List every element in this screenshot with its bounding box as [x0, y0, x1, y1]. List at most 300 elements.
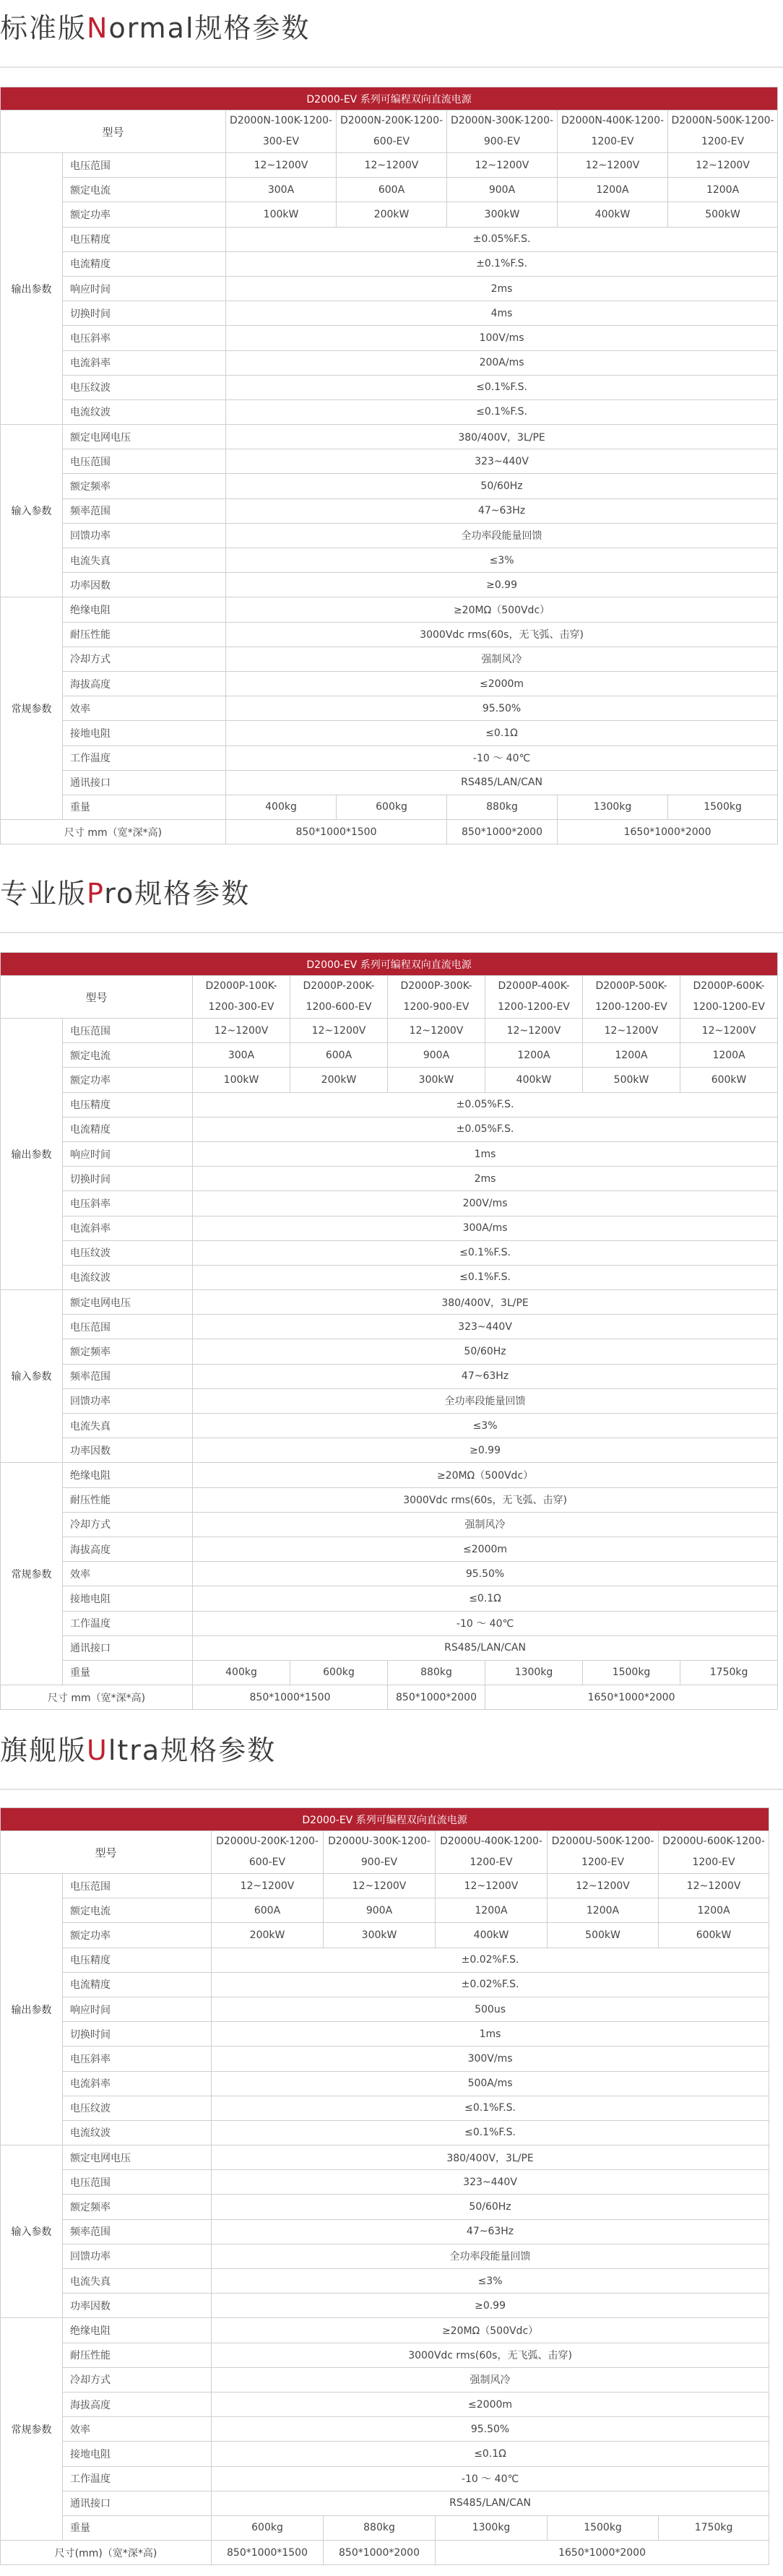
- param-value: 200kW: [212, 1923, 324, 1948]
- group-label: 常规参数: [1, 597, 63, 820]
- param-value: 50/60Hz: [193, 1339, 778, 1364]
- table-row: [1, 350, 778, 375]
- param-label: 海拔高度: [63, 2392, 212, 2416]
- param-label: 切换时间: [63, 1167, 193, 1191]
- section-title: [0, 871, 250, 911]
- param-value: 1200A: [680, 1043, 778, 1068]
- title-highlight: U: [87, 1734, 108, 1766]
- param-label: 电压纹波: [63, 375, 226, 399]
- param-value: ≥20MΩ（500Vdc）: [212, 2318, 769, 2343]
- param-value: 600kW: [659, 1923, 769, 1948]
- title-highlight: N: [87, 12, 109, 44]
- table-row: [1, 449, 778, 474]
- param-value: ≥20MΩ（500Vdc）: [226, 597, 778, 622]
- size-value: 850*1000*2000: [388, 1685, 485, 1710]
- table-row: [1, 1463, 778, 1487]
- table-row: [1, 1685, 778, 1710]
- param-value: ±0.05%F.S.: [193, 1092, 778, 1117]
- table-row: [1, 2343, 769, 2367]
- param-label: 工作温度: [63, 1611, 193, 1635]
- param-label: 额定频率: [63, 1339, 193, 1364]
- param-value: 12~1200V: [583, 1019, 680, 1043]
- table-row: [1, 375, 778, 399]
- table-row: [1, 1043, 778, 1068]
- param-label: 功率因数: [63, 573, 226, 597]
- title-text: 旗舰版: [0, 1734, 87, 1766]
- param-label: 响应时间: [63, 1141, 193, 1166]
- model-name: D2000U-400K-1200-1200-EV: [436, 1831, 548, 1874]
- table-row: [1, 326, 778, 350]
- param-label: 冷却方式: [63, 1512, 193, 1536]
- param-label: 电流斜率: [63, 1216, 193, 1240]
- param-label: 额定频率: [63, 2195, 212, 2219]
- table-row: [1, 2195, 769, 2219]
- param-value: 1ms: [193, 1141, 778, 1166]
- param-value: 2ms: [193, 1167, 778, 1191]
- model-name: D2000N-200K-1200-600-EV: [337, 111, 447, 153]
- title-text: 专业版: [0, 878, 87, 909]
- title-text: ro规格参数: [104, 878, 251, 909]
- param-label: 接地电阻: [63, 2442, 212, 2466]
- table-row: [1, 1611, 778, 1635]
- table-row: [1, 202, 778, 227]
- param-label: 电流纹波: [63, 2120, 212, 2145]
- param-value: ±0.02%F.S.: [212, 1972, 769, 1997]
- table-row: [1, 2269, 769, 2294]
- table-row: [1, 647, 778, 671]
- param-label: 电压精度: [63, 1948, 212, 1972]
- table-row: [1, 1512, 778, 1536]
- param-value: 900A: [388, 1043, 485, 1068]
- param-label: 额定电网电压: [63, 2145, 212, 2170]
- param-label: 回馈功率: [63, 2244, 212, 2268]
- table-row: [1, 2515, 769, 2540]
- table-row: [1, 2219, 769, 2244]
- size-value: 1650*1000*2000: [485, 1685, 778, 1710]
- param-value: ≤0.1%F.S.: [212, 2096, 769, 2120]
- model-label: 型号: [1, 1831, 212, 1874]
- table-row: [1, 425, 778, 449]
- param-value: 600kW: [680, 1068, 778, 1092]
- param-label: 功率因数: [63, 2294, 212, 2318]
- param-label: 额定功率: [63, 1923, 212, 1948]
- table-row: [1, 2318, 769, 2343]
- table-caption: D2000-EV 系列可编程双向直流电源: [1, 87, 778, 111]
- param-value: 900A: [447, 178, 558, 202]
- table-row: [1, 1117, 778, 1141]
- table-row: [1, 2491, 769, 2515]
- table-row: [1, 2120, 769, 2145]
- spec-table: [0, 1807, 769, 2565]
- spec-table: [0, 87, 778, 844]
- param-label: 接地电阻: [63, 1586, 193, 1611]
- param-value: ≤2000m: [193, 1536, 778, 1561]
- param-value: 900A: [324, 1898, 436, 1923]
- param-value: 50/60Hz: [212, 2195, 769, 2219]
- param-value: 300kW: [324, 1923, 436, 1948]
- param-label: 耐压性能: [63, 2343, 212, 2367]
- param-label: 接地电阻: [63, 721, 226, 745]
- param-label: 频率范围: [63, 2219, 212, 2244]
- table-row: [1, 671, 778, 696]
- table-row: [1, 770, 778, 795]
- param-label: 海拔高度: [63, 671, 226, 696]
- model-name: D2000P-600K-1200-1200-EV: [680, 976, 778, 1019]
- table-row: [1, 820, 778, 844]
- param-label: 额定电流: [63, 1043, 193, 1068]
- param-value: 323~440V: [212, 2170, 769, 2195]
- table-row: [1, 1948, 769, 1972]
- table-row: [1, 1265, 778, 1289]
- param-value: 12~1200V: [324, 1874, 436, 1898]
- param-value: 1200A: [485, 1043, 583, 1068]
- param-value: 12~1200V: [388, 1019, 485, 1043]
- param-value: 47~63Hz: [193, 1364, 778, 1388]
- table-row: [1, 1019, 778, 1043]
- param-label: 电流精度: [63, 1117, 193, 1141]
- param-value: ≤2000m: [226, 671, 778, 696]
- param-value: 1200A: [583, 1043, 680, 1068]
- param-value: 880kg: [447, 795, 558, 819]
- param-value: -10 ～ 40℃: [193, 1611, 778, 1635]
- model-name: D2000N-500K-1200-1200-EV: [668, 111, 778, 153]
- param-label: 绝缘电阻: [63, 1463, 193, 1487]
- param-label: 绝缘电阻: [63, 597, 226, 622]
- param-value: 400kW: [558, 202, 668, 227]
- param-value: 300kW: [447, 202, 558, 227]
- param-label: 频率范围: [63, 1364, 193, 1388]
- table-row: [1, 1240, 778, 1265]
- param-value: 500kW: [548, 1923, 659, 1948]
- table-row: [1, 721, 778, 745]
- size-value: 1650*1000*2000: [558, 820, 778, 844]
- table-row: [1, 2541, 769, 2565]
- param-value: 12~1200V: [680, 1019, 778, 1043]
- model-name: D2000U-300K-1200-900-EV: [324, 1831, 436, 1874]
- param-label: 电压范围: [63, 449, 226, 474]
- param-value: 200kW: [337, 202, 447, 227]
- param-label: 额定频率: [63, 474, 226, 498]
- param-value: 380/400V，3L/PE: [193, 1290, 778, 1315]
- param-value: 400kg: [193, 1660, 290, 1685]
- table-row: [1, 1562, 778, 1586]
- table-row: [1, 1141, 778, 1166]
- param-value: 1300kg: [436, 2515, 548, 2540]
- param-value: 4ms: [226, 301, 778, 326]
- model-name: D2000U-500K-1200-1200-EV: [548, 1831, 659, 1874]
- param-value: 全功率段能量回馈: [193, 1388, 778, 1413]
- param-label: 重量: [63, 2515, 212, 2540]
- param-value: 300A/ms: [193, 1216, 778, 1240]
- table-row: [1, 1438, 778, 1463]
- param-value: ≥0.99: [193, 1438, 778, 1463]
- param-value: 1750kg: [659, 2515, 769, 2540]
- group-label: 输出参数: [1, 1874, 63, 2145]
- param-value: 880kg: [324, 2515, 436, 2540]
- table-row: [1, 745, 778, 770]
- param-value: 323~440V: [193, 1315, 778, 1339]
- param-value: 600kg: [290, 1660, 388, 1685]
- title-text: ltra规格参数: [108, 1734, 277, 1766]
- model-name: D2000N-100K-1200-300-EV: [226, 111, 337, 153]
- table-row: [1, 1339, 778, 1364]
- param-label: 响应时间: [63, 276, 226, 301]
- table-row: [1, 2046, 769, 2071]
- param-value: 300V/ms: [212, 2046, 769, 2071]
- param-value: ≤3%: [212, 2269, 769, 2294]
- param-value: RS485/LAN/CAN: [193, 1635, 778, 1660]
- table-row: [1, 178, 778, 202]
- param-value: -10 ～ 40℃: [226, 745, 778, 770]
- param-value: 880kg: [388, 1660, 485, 1685]
- param-value: 1200A: [659, 1898, 769, 1923]
- table-row: [1, 2442, 769, 2466]
- param-value: ≤0.1%F.S.: [226, 375, 778, 399]
- param-value: 600A: [290, 1043, 388, 1068]
- param-label: 电压精度: [63, 227, 226, 251]
- table-row: [1, 1364, 778, 1388]
- param-value: 500A/ms: [212, 2071, 769, 2096]
- table-row: [1, 622, 778, 647]
- param-value: 1200A: [558, 178, 668, 202]
- param-value: 600kg: [212, 2515, 324, 2540]
- param-value: 2ms: [226, 276, 778, 301]
- param-label: 重量: [63, 795, 226, 819]
- param-value: 全功率段能量回馈: [226, 523, 778, 548]
- param-label: 电压斜率: [63, 1191, 193, 1216]
- param-value: 1500kg: [548, 2515, 659, 2540]
- param-value: 500kW: [583, 1068, 680, 1092]
- param-label: 额定功率: [63, 1068, 193, 1092]
- param-value: 400kW: [436, 1923, 548, 1948]
- param-value: 1200A: [548, 1898, 659, 1923]
- param-label: 电流纹波: [63, 1265, 193, 1289]
- model-label: 型号: [1, 976, 193, 1019]
- table-row: [1, 1388, 778, 1413]
- model-name: D2000P-200K-1200-600-EV: [290, 976, 388, 1019]
- param-value: 95.50%: [193, 1562, 778, 1586]
- group-label: 常规参数: [1, 1463, 63, 1685]
- size-label: 尺寸 mm（宽*深*高): [1, 1685, 193, 1710]
- size-value: 850*1000*2000: [324, 2541, 436, 2565]
- param-label: 电流斜率: [63, 2071, 212, 2096]
- param-label: 电流精度: [63, 1972, 212, 1997]
- param-value: ≥0.99: [212, 2294, 769, 2318]
- group-label: 输入参数: [1, 425, 63, 597]
- table-row: [1, 1414, 778, 1438]
- param-label: 效率: [63, 1562, 193, 1586]
- table-row: [1, 1586, 778, 1611]
- param-value: ≤0.1%F.S.: [193, 1265, 778, 1289]
- param-value: 100V/ms: [226, 326, 778, 350]
- param-label: 频率范围: [63, 498, 226, 523]
- param-label: 额定电网电压: [63, 425, 226, 449]
- param-label: 冷却方式: [63, 647, 226, 671]
- divider: [0, 932, 783, 933]
- param-value: 1200A: [668, 178, 778, 202]
- param-value: 300A: [226, 178, 337, 202]
- param-value: 全功率段能量回馈: [212, 2244, 769, 2268]
- title-text: ormal规格参数: [108, 12, 311, 44]
- table-caption: D2000-EV 系列可编程双向直流电源: [1, 1808, 769, 1831]
- param-label: 耐压性能: [63, 1487, 193, 1512]
- param-label: 额定电流: [63, 178, 226, 202]
- param-value: 1500kg: [583, 1660, 680, 1685]
- param-value: 500us: [212, 1997, 769, 2021]
- param-label: 额定电流: [63, 1898, 212, 1923]
- param-value: 500kW: [668, 202, 778, 227]
- size-label: 尺寸(mm)（宽*深*高): [1, 2541, 212, 2565]
- param-label: 电压范围: [63, 2170, 212, 2195]
- param-value: ≥20MΩ（500Vdc）: [193, 1463, 778, 1487]
- param-value: 300kW: [388, 1068, 485, 1092]
- param-label: 电压范围: [63, 1315, 193, 1339]
- param-label: 电压范围: [63, 153, 226, 178]
- table-row: [1, 2022, 769, 2046]
- param-label: 响应时间: [63, 1997, 212, 2021]
- param-value: RS485/LAN/CAN: [226, 770, 778, 795]
- model-label: 型号: [1, 111, 226, 153]
- param-label: 通讯接口: [63, 770, 226, 795]
- table-row: [1, 1315, 778, 1339]
- table-row: [1, 696, 778, 721]
- table-row: [1, 1997, 769, 2021]
- param-value: 强制风冷: [212, 2367, 769, 2392]
- table-row: [1, 1167, 778, 1191]
- size-value: 850*1000*1500: [193, 1685, 388, 1710]
- table-row: [1, 2096, 769, 2120]
- param-label: 耐压性能: [63, 622, 226, 647]
- param-value: 1ms: [212, 2022, 769, 2046]
- param-label: 重量: [63, 1660, 193, 1685]
- param-label: 电压斜率: [63, 326, 226, 350]
- section-title: [0, 6, 311, 46]
- size-value: 850*1000*1500: [212, 2541, 324, 2565]
- spec-table: [0, 952, 778, 1710]
- param-value: 3000Vdc rms(60s，无飞弧、击穿): [212, 2343, 769, 2367]
- table-row: [1, 1536, 778, 1561]
- size-value: 1650*1000*2000: [436, 2541, 769, 2565]
- title-text: 标准版: [0, 12, 87, 44]
- param-value: 200kW: [290, 1068, 388, 1092]
- param-value: 1200A: [436, 1898, 548, 1923]
- size-value: 850*1000*2000: [447, 820, 558, 844]
- title-highlight: P: [87, 878, 105, 909]
- param-value: 300A: [193, 1043, 290, 1068]
- param-value: 12~1200V: [548, 1874, 659, 1898]
- param-value: ±0.1%F.S.: [226, 251, 778, 276]
- param-value: 强制风冷: [226, 647, 778, 671]
- param-value: 47~63Hz: [226, 498, 778, 523]
- table-row: [1, 1290, 778, 1315]
- table-row: [1, 227, 778, 251]
- param-value: 47~63Hz: [212, 2219, 769, 2244]
- table-row: [1, 1068, 778, 1092]
- param-value: 12~1200V: [447, 153, 558, 178]
- table-row: [1, 573, 778, 597]
- param-label: 通讯接口: [63, 1635, 193, 1660]
- param-label: 电流失真: [63, 1414, 193, 1438]
- param-label: 电压范围: [63, 1019, 193, 1043]
- param-label: 电流失真: [63, 2269, 212, 2294]
- param-label: 工作温度: [63, 2466, 212, 2491]
- model-name: D2000U-200K-1200-600-EV: [212, 1831, 324, 1874]
- table-row: [1, 1487, 778, 1512]
- table-row: [1, 1898, 769, 1923]
- param-label: 电流纹波: [63, 399, 226, 424]
- param-value: 12~1200V: [659, 1874, 769, 1898]
- param-label: 电流失真: [63, 548, 226, 573]
- param-value: ≥0.99: [226, 573, 778, 597]
- param-value: 50/60Hz: [226, 474, 778, 498]
- param-value: 强制风冷: [193, 1512, 778, 1536]
- table-row: [1, 2071, 769, 2096]
- table-row: [1, 399, 778, 424]
- param-value: 100kW: [193, 1068, 290, 1092]
- param-value: 600A: [337, 178, 447, 202]
- param-value: RS485/LAN/CAN: [212, 2491, 769, 2515]
- param-value: ≤0.1%F.S.: [212, 2120, 769, 2145]
- table-row: [1, 2392, 769, 2416]
- param-label: 效率: [63, 2417, 212, 2442]
- param-value: 400kg: [226, 795, 337, 819]
- param-label: 工作温度: [63, 745, 226, 770]
- param-value: 12~1200V: [193, 1019, 290, 1043]
- param-value: ≤0.1Ω: [226, 721, 778, 745]
- table-row: [1, 2145, 769, 2170]
- param-value: ≤0.1%F.S.: [226, 399, 778, 424]
- param-value: 12~1200V: [436, 1874, 548, 1898]
- table-row: [1, 301, 778, 326]
- param-value: 12~1200V: [226, 153, 337, 178]
- table-row: [1, 153, 778, 178]
- param-value: ≤0.1Ω: [212, 2442, 769, 2466]
- param-value: 400kW: [485, 1068, 583, 1092]
- param-label: 额定功率: [63, 202, 226, 227]
- param-value: ≤0.1%F.S.: [193, 1240, 778, 1265]
- param-value: 95.50%: [226, 696, 778, 721]
- table-row: [1, 251, 778, 276]
- param-label: 电压纹波: [63, 2096, 212, 2120]
- table-caption: D2000-EV 系列可编程双向直流电源: [1, 953, 778, 976]
- model-name: D2000P-500K-1200-1200-EV: [583, 976, 680, 1019]
- param-value: 12~1200V: [668, 153, 778, 178]
- param-value: 12~1200V: [558, 153, 668, 178]
- param-value: ±0.05%F.S.: [193, 1117, 778, 1141]
- param-value: 1300kg: [558, 795, 668, 819]
- param-value: 1300kg: [485, 1660, 583, 1685]
- param-value: ≤2000m: [212, 2392, 769, 2416]
- param-value: 1750kg: [680, 1660, 778, 1685]
- model-name: D2000U-600K-1200-1200-EV: [659, 1831, 769, 1874]
- table-row: [1, 1191, 778, 1216]
- param-value: 100kW: [226, 202, 337, 227]
- param-label: 电压范围: [63, 1874, 212, 1898]
- table-row: [1, 2417, 769, 2442]
- param-label: 电压斜率: [63, 2046, 212, 2071]
- param-label: 切换时间: [63, 301, 226, 326]
- param-value: ≤3%: [193, 1414, 778, 1438]
- param-value: 380/400V，3L/PE: [226, 425, 778, 449]
- param-value: 3000Vdc rms(60s，无飞弧、击穿): [226, 622, 778, 647]
- param-label: 电流斜率: [63, 350, 226, 375]
- table-row: [1, 1660, 778, 1685]
- param-label: 电压精度: [63, 1092, 193, 1117]
- param-value: 3000Vdc rms(60s，无飞弧、击穿): [193, 1487, 778, 1512]
- table-row: [1, 795, 778, 819]
- group-label: 输入参数: [1, 2145, 63, 2318]
- param-label: 通讯接口: [63, 2491, 212, 2515]
